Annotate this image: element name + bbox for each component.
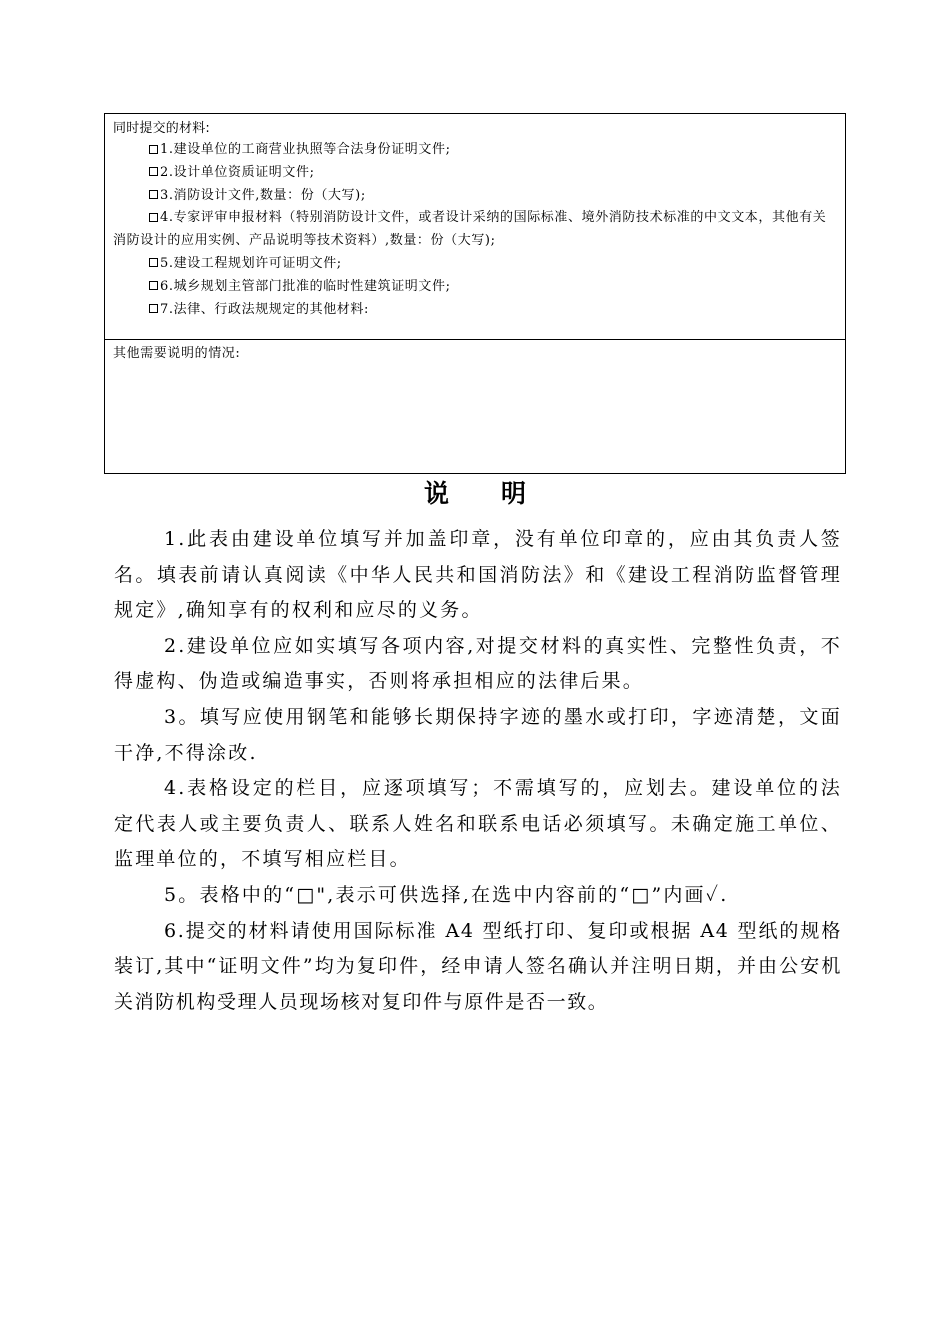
checkbox-icon[interactable] — [149, 190, 158, 199]
material-item-text: 设计单位资质证明文件; — [173, 164, 315, 180]
material-item-number: 6. — [160, 278, 174, 294]
material-item-number: 5. — [160, 255, 174, 271]
checkbox-icon[interactable] — [149, 258, 158, 267]
material-item-5 — [113, 253, 837, 276]
material-item-4 — [113, 207, 837, 253]
notes-body — [114, 522, 842, 1020]
material-item-2 — [113, 162, 837, 185]
checkbox-icon[interactable] — [149, 167, 158, 176]
application-form-table — [104, 113, 846, 474]
note-paragraph-4: 4.表格设定的栏目，应逐项填写；不需填写的，应划去。建设单位的法定代表人或主要负责人、联系人姓名和联系电话必须填写。未确定施工单位、监理单位的，不填写相应栏目。 — [114, 777, 842, 871]
submitted-materials-title: 同时提交的材料: — [113, 121, 210, 136]
material-item-text: 建设单位的工商营业执照等合法身份证明文件; — [173, 142, 451, 157]
notes-heading: 说明 — [423, 479, 578, 508]
material-item-number: 4. — [160, 210, 174, 226]
material-item-7 — [113, 299, 837, 322]
note-paragraph-3: 3。填写应使用钢笔和能够长期保持字迹的墨水或打印，字迹清楚，文面干净,不得涂改. — [114, 705, 842, 764]
other-remarks-cell[interactable] — [105, 340, 845, 473]
note-paragraph-1: 1.此表由建设单位填写并加盖印章，没有单位印章的，应由其负责人签名。填表前请认真阅读《中华人民共和国消防法》和《建设工程消防监督管理规定》,确知享有的权利和应尽的义务。 — [114, 528, 842, 622]
note-paragraph-5: 5。表格中的“□",表示可供选择,在选中内容前的“□”内画✓. — [164, 883, 729, 906]
material-item-text: 城乡规划主管部门批准的临时性建筑证明文件; — [173, 278, 451, 294]
material-item-6 — [113, 276, 837, 299]
material-item-number: 3. — [160, 187, 174, 203]
note-paragraph-2: 2.建设单位应如实填写各项内容,对提交材料的真实性、完整性负责，不得虚构、伪造或编造事实，否则将承担相应的法律后果。 — [114, 634, 842, 693]
material-item-number: 7. — [160, 301, 174, 317]
material-item-3 — [113, 185, 837, 208]
material-item-text: 消防设计文件,数量：份（大写); — [173, 187, 366, 203]
material-item-number: 1. — [160, 142, 174, 157]
checkbox-icon[interactable] — [149, 213, 158, 222]
material-item-number: 2. — [160, 164, 174, 180]
material-item-text: 法律、行政法规规定的其他材料: — [173, 301, 369, 317]
material-item-text: 专家评审申报材料（特别消防设计文件，或者设计采纳的国际标准、境外消防技术标准的中文文本，其他有关消防设计的应用实例、产品说明等技术资料）,数量：份（大写); — [113, 210, 827, 249]
note-paragraph-6: 6.提交的材料请使用国际标准 A4 型纸打印、复印或根据 A4 型纸的规格装订,其中“证明文件”均为复印件，经申请人签名确认并注明日期，并由公安机关消防机构受理人员现场核对复印件与原件是否一致。 — [114, 919, 842, 1013]
material-item-text: 建设工程规划许可证明文件; — [173, 255, 342, 271]
checkbox-icon[interactable] — [149, 304, 158, 313]
other-remarks-title: 其他需要说明的情况: — [113, 346, 241, 361]
checkbox-icon[interactable] — [149, 281, 158, 290]
checkbox-icon[interactable] — [149, 145, 158, 154]
material-item-1 — [113, 139, 837, 162]
submitted-materials-cell — [105, 114, 845, 340]
